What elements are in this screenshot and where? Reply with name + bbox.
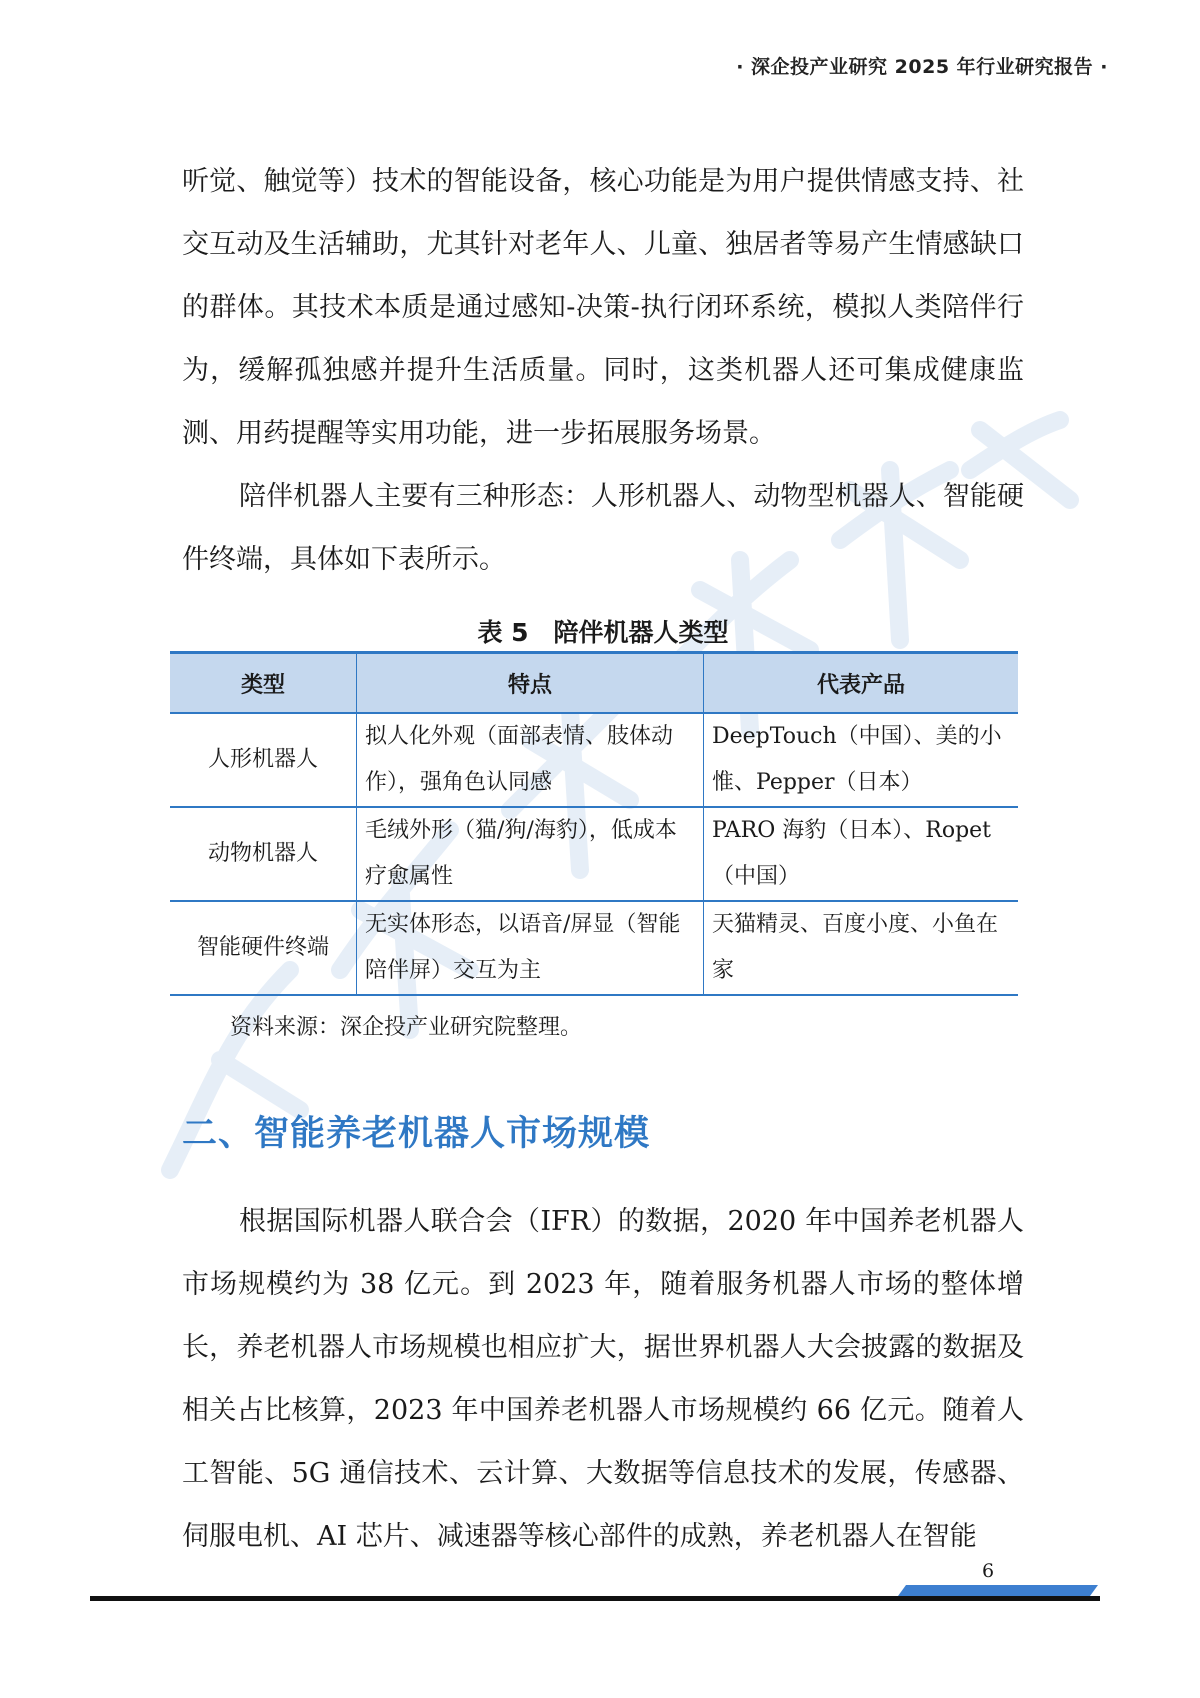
header-type: 类型: [170, 653, 357, 714]
header-products: 代表产品: [704, 653, 1019, 714]
cell-type: 人形机器人: [170, 713, 357, 807]
body-text-top: [182, 150, 1024, 653]
cell-products: PARO 海豹（日本）、Ropet（中国）: [704, 807, 1019, 901]
footer-accent-bar: [898, 1585, 1098, 1596]
cell-feature: 毛绒外形（猫/狗/海豹），低成本疗愈属性: [357, 807, 704, 901]
cell-type: 动物机器人: [170, 807, 357, 901]
cell-feature: 拟人化外观（面部表情、肢体动作），强角色认同感: [357, 713, 704, 807]
table-row: [170, 807, 1018, 901]
table-row: [170, 901, 1018, 995]
page-header: · 深企投产业研究 2025 年行业研究报告 ·: [736, 56, 1108, 78]
paragraph-market-size: 根据国际机器人联合会（IFR）的数据，2020 年中国养老机器人市场规模约为 38 亿元。到 2023 年，随着服务机器人市场的整体增长，养老机器人市场规模也相应扩大，据世界机器人大会披露的数据及相关占比核算，2023 年中国养老机器人市场规模约 66 亿元。随着人工智能、5G 通信技术、云计算、大数据等信息技术的发展，传感器、伺服电机、AI 芯片、减速器等核心部件的成熟，养老机器人在智能: [182, 1206, 1024, 1552]
table-title: 表 5 陪伴机器人类型: [477, 618, 729, 647]
table-row: [170, 713, 1018, 807]
page-number: 6: [982, 1560, 995, 1582]
cell-products: 天猫精灵、百度小度、小鱼在家: [704, 901, 1019, 995]
robot-type-table: [170, 651, 1018, 996]
body-text-bottom: [182, 1190, 1024, 1568]
header-feature: 特点: [357, 653, 704, 714]
paragraph-forms: 陪伴机器人主要有三种形态：人形机器人、动物型机器人、智能硬件终端，具体如下表所示。: [182, 481, 1024, 575]
footer-rule: [90, 1596, 1100, 1601]
section-heading: 二、智能养老机器人市场规模: [182, 1114, 651, 1154]
cell-type: 智能硬件终端: [170, 901, 357, 995]
table-header-row: [170, 653, 1018, 714]
cell-feature: 无实体形态，以语音/屏显（智能陪伴屏）交互为主: [357, 901, 704, 995]
table-source-note: 资料来源：深企投产业研究院整理。: [230, 1015, 583, 1040]
paragraph-intro: 听觉、触觉等）技术的智能设备，核心功能是为用户提供情感支持、社交互动及生活辅助，尤其针对老年人、儿童、独居者等易产生情感缺口的群体。其技术本质是通过感知-决策-执行闭环系统，模拟人类陪伴行为，缓解孤独感并提升生活质量。同时，这类机器人还可集成健康监测、用药提醒等实用功能，进一步拓展服务场景。: [182, 166, 1024, 449]
cell-products: DeepTouch（中国）、美的小惟、Pepper（日本）: [704, 713, 1019, 807]
